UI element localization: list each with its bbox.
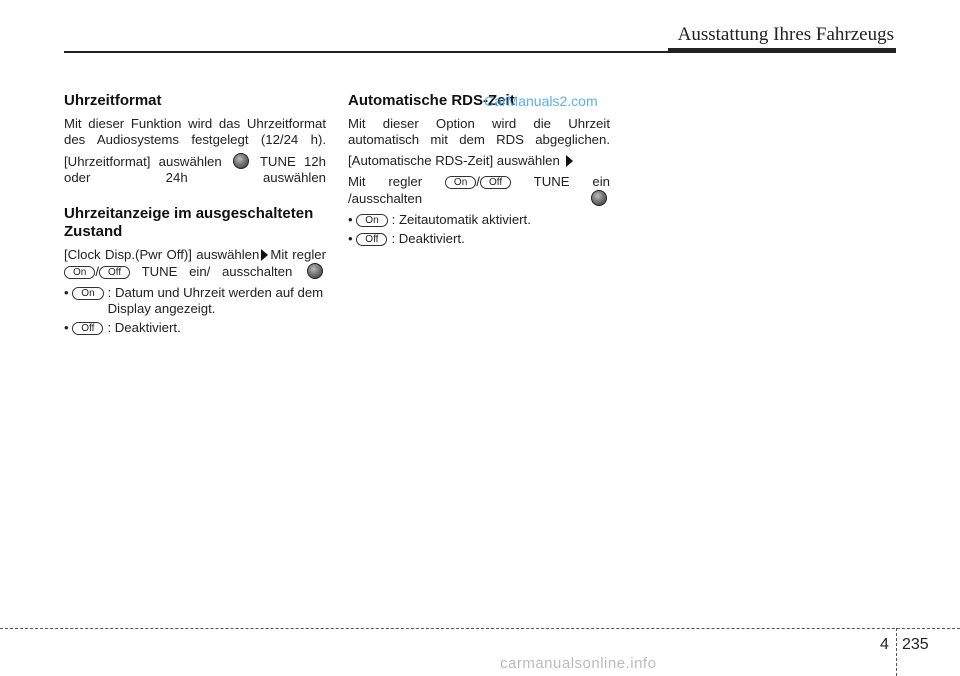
slash-separator: / bbox=[95, 264, 100, 279]
arrow-right-icon bbox=[261, 249, 268, 261]
bullet-on bbox=[348, 212, 610, 228]
bullet-off-text: : Deaktiviert. bbox=[107, 320, 181, 335]
right-column bbox=[348, 92, 610, 250]
bullet-off bbox=[64, 320, 326, 336]
footer-rule bbox=[0, 628, 960, 629]
bullet-glyph: • bbox=[348, 212, 353, 227]
page-number: 235 bbox=[902, 636, 929, 653]
chapter-number: 4 bbox=[880, 636, 889, 653]
footer-site: carmanualsonline.info bbox=[500, 655, 657, 672]
bullet-on bbox=[64, 285, 326, 317]
off-pill: Off bbox=[356, 233, 387, 246]
on-pill: On bbox=[445, 176, 476, 189]
on-pill: On bbox=[72, 287, 103, 300]
bullet-off-text: : Deaktiviert. bbox=[391, 231, 465, 246]
on-pill: On bbox=[64, 266, 95, 279]
clock-display-instruction bbox=[64, 247, 326, 280]
off-pill: Off bbox=[99, 266, 130, 279]
rds-time-instruction bbox=[348, 153, 610, 169]
watermark: CarManuals2.com bbox=[484, 93, 598, 109]
off-pill: Off bbox=[72, 322, 103, 335]
clock-display-instruction-b: Mit regler bbox=[270, 247, 327, 262]
tune-knob-icon bbox=[591, 190, 607, 206]
bullet-on-text: : Zeitautomatik aktiviert. bbox=[391, 212, 531, 227]
rds-time-knob-instruction bbox=[348, 174, 610, 207]
clock-format-instruction-b: TUNE 12h oder 24h auswählen bbox=[64, 154, 326, 185]
bullet-on-text: : Datum und Uhrzeit werden auf dem Display angezeigt. bbox=[107, 285, 324, 316]
footer-divider bbox=[896, 628, 897, 676]
bullet-off bbox=[348, 231, 610, 247]
clock-display-instruction-c: TUNE ein/ ausschalten bbox=[141, 264, 293, 279]
clock-format-instruction bbox=[64, 153, 326, 186]
rds-time-knob-b: TUNE ein /ausschalten bbox=[348, 174, 610, 206]
rds-time-instruction-a: [Automatische RDS-Zeit] auswählen bbox=[348, 153, 560, 168]
on-pill: On bbox=[356, 214, 387, 227]
section-title-rds-time: Automatische RDS-Zeit bbox=[348, 92, 515, 109]
page-header-title: Ausstattung Ihres Fahrzeugs bbox=[677, 24, 894, 45]
off-pill: Off bbox=[480, 176, 511, 189]
section-title-clock-format: Uhrzeitformat bbox=[64, 92, 162, 109]
clock-display-instruction-a: [Clock Disp.(Pwr Off)] auswählen bbox=[64, 247, 260, 262]
bullet-glyph: • bbox=[348, 231, 353, 246]
arrow-right-icon bbox=[566, 155, 573, 167]
rds-time-description: Mit dieser Option wird die Uhrzeit automatisch mit dem RDS abgeglichen. bbox=[348, 116, 610, 147]
header-rule-accent bbox=[668, 48, 896, 53]
clock-format-description: Mit dieser Funktion wird das Uhrzeitformat des Audiosystems festgelegt (12/24 h). bbox=[64, 116, 326, 147]
bullet-glyph: • bbox=[64, 285, 69, 300]
tune-knob-icon bbox=[307, 263, 323, 279]
section-title-clock-display-off: Uhrzeitanzeige im ausgeschalteten Zustand bbox=[64, 205, 314, 240]
left-column bbox=[64, 92, 326, 339]
bullet-glyph: • bbox=[64, 320, 69, 335]
clock-format-instruction-a: [Uhrzeitformat] auswählen bbox=[64, 154, 222, 169]
rds-time-knob-a: Mit regler bbox=[348, 174, 423, 189]
tune-knob-icon bbox=[233, 153, 249, 169]
slash-separator: / bbox=[476, 174, 480, 189]
